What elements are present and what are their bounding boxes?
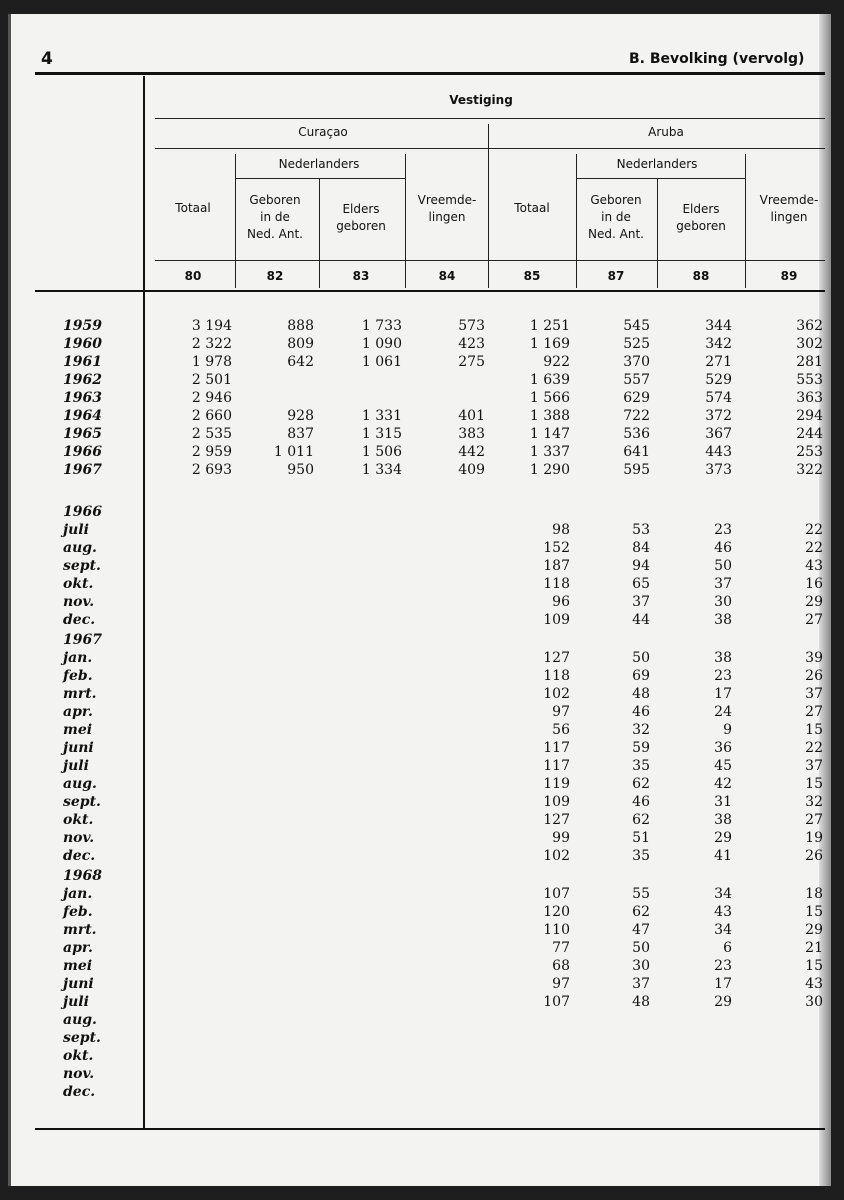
table-cell: 31 [714,794,732,810]
col-divider [576,154,577,288]
table-cell: 110 [543,922,570,938]
table-row [11,721,831,739]
table-cell: 6 [723,940,732,956]
col-divider [405,154,406,288]
col-divider [319,178,320,288]
table-row [11,521,831,539]
table-row [11,1011,831,1029]
table-cell: 45 [714,758,732,774]
table-cell: 2 693 [191,462,232,478]
table-row [11,939,831,957]
table-cell: 372 [705,408,732,424]
table-cell: 22 [805,540,823,556]
table-row [11,557,831,575]
table-cell: 1 251 [529,318,570,334]
table-cell: 370 [623,354,650,370]
table-cell: 39 [805,650,823,666]
table-cell: 44 [632,612,650,628]
table-cell: 16 [805,576,823,592]
table-cell: 342 [705,336,732,352]
table-cell: 37 [805,758,823,774]
table-cell: 29 [714,830,732,846]
header-line-numbers [155,260,825,261]
table-cell: 35 [632,758,650,774]
table-cell: 98 [552,522,570,538]
column-number: 85 [523,269,541,283]
table-cell: 17 [714,976,732,992]
table-row [11,957,831,975]
table-cell: 94 [632,558,650,574]
column-number: 89 [780,269,798,283]
table-cell: 127 [543,650,570,666]
table-row [11,793,831,811]
table-row [11,593,831,611]
row-label: aug. [63,1012,97,1028]
table-cell: 3 194 [191,318,232,334]
table-cell: 722 [623,408,650,424]
column-number: 88 [692,269,710,283]
table-cell: 50 [632,650,650,666]
table-cell: 97 [552,976,570,992]
row-label: 1965 [63,426,102,442]
header-line-islands [155,148,825,149]
table-cell: 1 147 [529,426,570,442]
table-cell: 27 [805,704,823,720]
table-row [11,703,831,721]
table-row [11,407,831,425]
table-cell: 629 [623,390,650,406]
table-row [11,317,831,335]
row-label: feb. [63,668,93,684]
table-cell: 26 [805,848,823,864]
page-number: 4 [41,49,53,69]
row-label: juli [63,994,89,1010]
table-cell: 525 [623,336,650,352]
table-cell: 43 [805,558,823,574]
table-cell: 99 [552,830,570,846]
table-cell: 24 [714,704,732,720]
table-cell: 27 [805,612,823,628]
row-label: 1968 [63,868,102,884]
table-cell: 62 [632,776,650,792]
table-row [11,903,831,921]
table-cell: 1 061 [361,354,402,370]
table-row [11,667,831,685]
table-row [11,1029,831,1047]
table-cell: 59 [632,740,650,756]
table-row [11,425,831,443]
table-cell: 77 [552,940,570,956]
table-cell: 271 [705,354,732,370]
table-cell: 55 [632,886,650,902]
row-label: dec. [63,848,96,864]
row-label: mei [63,722,93,738]
row-label: mrt. [63,922,97,938]
col-divider [657,178,658,288]
row-label: 1959 [63,318,102,334]
table-cell: 1 315 [361,426,402,442]
table-cell: 443 [705,444,732,460]
table-cell: 322 [796,462,823,478]
header-elders-curacao: Elders geboren [336,202,386,233]
row-label: apr. [63,704,93,720]
table-row [11,539,831,557]
table-cell: 41 [714,848,732,864]
table-cell: 32 [805,794,823,810]
table-row [11,885,831,903]
table-cell: 281 [796,354,823,370]
table-cell: 302 [796,336,823,352]
table-cell: 107 [543,886,570,902]
row-label: dec. [63,1084,96,1100]
table-cell: 545 [623,318,650,334]
row-label: okt. [63,1048,94,1064]
table-cell: 642 [287,354,314,370]
table-cell: 574 [705,390,732,406]
table-cell: 48 [632,686,650,702]
table-cell: 573 [458,318,485,334]
row-label: juli [63,522,89,538]
table-row [11,757,831,775]
table-cell: 1 639 [529,372,570,388]
table-cell: 22 [805,740,823,756]
table-row [11,867,831,885]
table-cell: 1 169 [529,336,570,352]
column-number: 82 [266,269,284,283]
table-cell: 344 [705,318,732,334]
table-cell: 48 [632,994,650,1010]
header-elders-aruba: Elders geboren [676,202,726,233]
table-row [11,1047,831,1065]
row-label: feb. [63,904,93,920]
table-cell: 15 [805,776,823,792]
table-row [11,1065,831,1083]
row-label: juni [63,976,94,992]
top-rule [35,72,825,75]
table-cell: 19 [805,830,823,846]
table-cell: 32 [632,722,650,738]
table-cell: 17 [714,686,732,702]
table-row [11,739,831,757]
table-cell: 950 [287,462,314,478]
row-label: 1964 [63,408,102,424]
row-label: 1960 [63,336,102,352]
row-label: mei [63,958,93,974]
table-cell: 1 331 [361,408,402,424]
table-cell: 18 [805,886,823,902]
table-cell: 27 [805,812,823,828]
row-label: nov. [63,1066,95,1082]
table-cell: 38 [714,650,732,666]
header-geboren-curacao: Geboren in de Ned. Ant. [247,193,303,241]
table-cell: 2 501 [191,372,232,388]
table-cell: 21 [805,940,823,956]
table-cell: 15 [805,904,823,920]
table-cell: 26 [805,668,823,684]
row-label: juli [63,758,89,774]
table-cell: 119 [543,776,570,792]
table-cell: 1 090 [361,336,402,352]
header-vreemdelingen-curacao: Vreemde- lingen [417,193,477,224]
table-cell: 401 [458,408,485,424]
row-label: aug. [63,540,97,556]
table-cell: 641 [623,444,650,460]
document-page [8,14,831,1186]
table-cell: 1 337 [529,444,570,460]
table-cell: 2 959 [191,444,232,460]
table-cell: 46 [714,540,732,556]
row-label: nov. [63,594,95,610]
table-cell: 50 [632,940,650,956]
table-row [11,389,831,407]
row-label: 1963 [63,390,102,406]
table-row [11,461,831,479]
header-totaal-aruba: Totaal [514,201,550,215]
table-cell: 363 [796,390,823,406]
table-cell: 383 [458,426,485,442]
table-row [11,353,831,371]
table-cell: 69 [632,668,650,684]
column-number: 87 [607,269,625,283]
table-cell: 34 [714,922,732,938]
row-label: nov. [63,830,95,846]
row-label: okt. [63,576,94,592]
table-cell: 51 [632,830,650,846]
table-cell: 553 [796,372,823,388]
table-cell: 29 [805,922,823,938]
row-label: juni [63,740,94,756]
table-cell: 595 [623,462,650,478]
table-cell: 536 [623,426,650,442]
table-cell: 118 [543,668,570,684]
table-cell: 373 [705,462,732,478]
table-cell: 294 [796,408,823,424]
table-cell: 1 334 [361,462,402,478]
header-line-vestiging [155,118,825,119]
table-cell: 2 535 [191,426,232,442]
table-cell: 30 [632,958,650,974]
table-cell: 187 [543,558,570,574]
table-cell: 96 [552,594,570,610]
table-row [11,775,831,793]
table-cell: 62 [632,904,650,920]
table-cell: 253 [796,444,823,460]
table-cell: 409 [458,462,485,478]
table-cell: 84 [632,540,650,556]
table-cell: 46 [632,794,650,810]
table-cell: 928 [287,408,314,424]
table-row [11,443,831,461]
row-label: dec. [63,612,96,628]
table-cell: 127 [543,812,570,828]
table-cell: 2 946 [191,390,232,406]
row-label: jan. [63,886,93,902]
table-cell: 1 506 [361,444,402,460]
header-totaal-curacao: Totaal [175,201,211,215]
table-cell: 15 [805,722,823,738]
table-cell: 36 [714,740,732,756]
column-number: 84 [438,269,456,283]
table-row [11,993,831,1011]
row-label: sept. [63,794,101,810]
table-cell: 275 [458,354,485,370]
table-row [11,649,831,667]
table-row [11,1083,831,1101]
column-number: 80 [184,269,202,283]
table-row [11,611,831,629]
table-cell: 46 [632,704,650,720]
table-cell: 362 [796,318,823,334]
header-bottom-rule [35,290,825,292]
table-cell: 1 566 [529,390,570,406]
table-cell: 9 [723,722,732,738]
table-cell: 1 388 [529,408,570,424]
table-cell: 109 [543,612,570,628]
table-cell: 30 [714,594,732,610]
table-row [11,575,831,593]
table-cell: 117 [543,740,570,756]
table-row [11,829,831,847]
table-cell: 557 [623,372,650,388]
header-vestiging: Vestiging [449,93,513,107]
table-row [11,685,831,703]
table-cell: 43 [805,976,823,992]
row-label: 1966 [63,504,102,520]
table-cell: 29 [714,994,732,1010]
table-row [11,503,831,521]
row-label: sept. [63,558,101,574]
table-cell: 37 [632,594,650,610]
row-label: 1966 [63,444,102,460]
table-row [11,631,831,649]
table-cell: 1 290 [529,462,570,478]
table-cell: 120 [543,904,570,920]
header-aruba: Aruba [648,125,684,139]
table-cell: 37 [805,686,823,702]
table-cell: 42 [714,776,732,792]
table-cell: 1 978 [191,354,232,370]
column-number: 83 [352,269,370,283]
table-cell: 38 [714,812,732,828]
table-row [11,921,831,939]
table-cell: 118 [543,576,570,592]
header-line-ned-aruba [576,178,746,179]
table-cell: 102 [543,686,570,702]
table-cell: 22 [805,522,823,538]
table-cell: 117 [543,758,570,774]
table-cell: 2 322 [191,336,232,352]
row-label: apr. [63,940,93,956]
table-cell: 50 [714,558,732,574]
row-label: jan. [63,650,93,666]
table-cell: 423 [458,336,485,352]
table-row [11,371,831,389]
header-nederlanders-curacao: Nederlanders [278,157,360,171]
table-cell: 1 011 [273,444,314,460]
table-cell: 97 [552,704,570,720]
table-cell: 56 [552,722,570,738]
table-cell: 34 [714,886,732,902]
table-cell: 47 [632,922,650,938]
table-cell: 922 [543,354,570,370]
row-label: 1967 [63,462,102,478]
row-label: 1961 [63,354,102,370]
section-title: B. Bevolking (vervolg) [629,51,805,67]
table-cell: 53 [632,522,650,538]
bottom-rule [35,1128,825,1130]
table-cell: 367 [705,426,732,442]
header-geboren-aruba: Geboren in de Ned. Ant. [588,193,644,241]
row-label: mrt. [63,686,97,702]
header-nederlanders-aruba: Nederlanders [616,157,698,171]
header-curacao: Curaçao [298,125,348,139]
table-cell: 1 733 [361,318,402,334]
table-cell: 23 [714,668,732,684]
col-divider [488,124,489,288]
header-line-ned-curacao [235,178,405,179]
table-cell: 529 [705,372,732,388]
table-row [11,975,831,993]
table-cell: 15 [805,958,823,974]
row-label: okt. [63,812,94,828]
table-cell: 29 [805,594,823,610]
table-cell: 37 [714,576,732,592]
row-label: aug. [63,776,97,792]
table-cell: 442 [458,444,485,460]
table-cell: 888 [287,318,314,334]
table-cell: 109 [543,794,570,810]
col-divider [745,154,746,288]
table-cell: 23 [714,958,732,974]
table-cell: 107 [543,994,570,1010]
table-row [11,847,831,865]
table-cell: 35 [632,848,650,864]
table-cell: 102 [543,848,570,864]
table-cell: 152 [543,540,570,556]
table-cell: 244 [796,426,823,442]
table-cell: 65 [632,576,650,592]
table-cell: 68 [552,958,570,974]
table-cell: 2 660 [191,408,232,424]
table-cell: 37 [632,976,650,992]
table-row [11,811,831,829]
table-cell: 62 [632,812,650,828]
table-cell: 837 [287,426,314,442]
table-cell: 30 [805,994,823,1010]
table-cell: 23 [714,522,732,538]
table-row [11,335,831,353]
row-label: 1962 [63,372,102,388]
row-label: 1967 [63,632,102,648]
table-cell: 809 [287,336,314,352]
row-label: sept. [63,1030,101,1046]
col-divider [235,154,236,288]
table-cell: 43 [714,904,732,920]
table-cell: 38 [714,612,732,628]
header-vreemdelingen-aruba: Vreemde- lingen [759,193,819,224]
